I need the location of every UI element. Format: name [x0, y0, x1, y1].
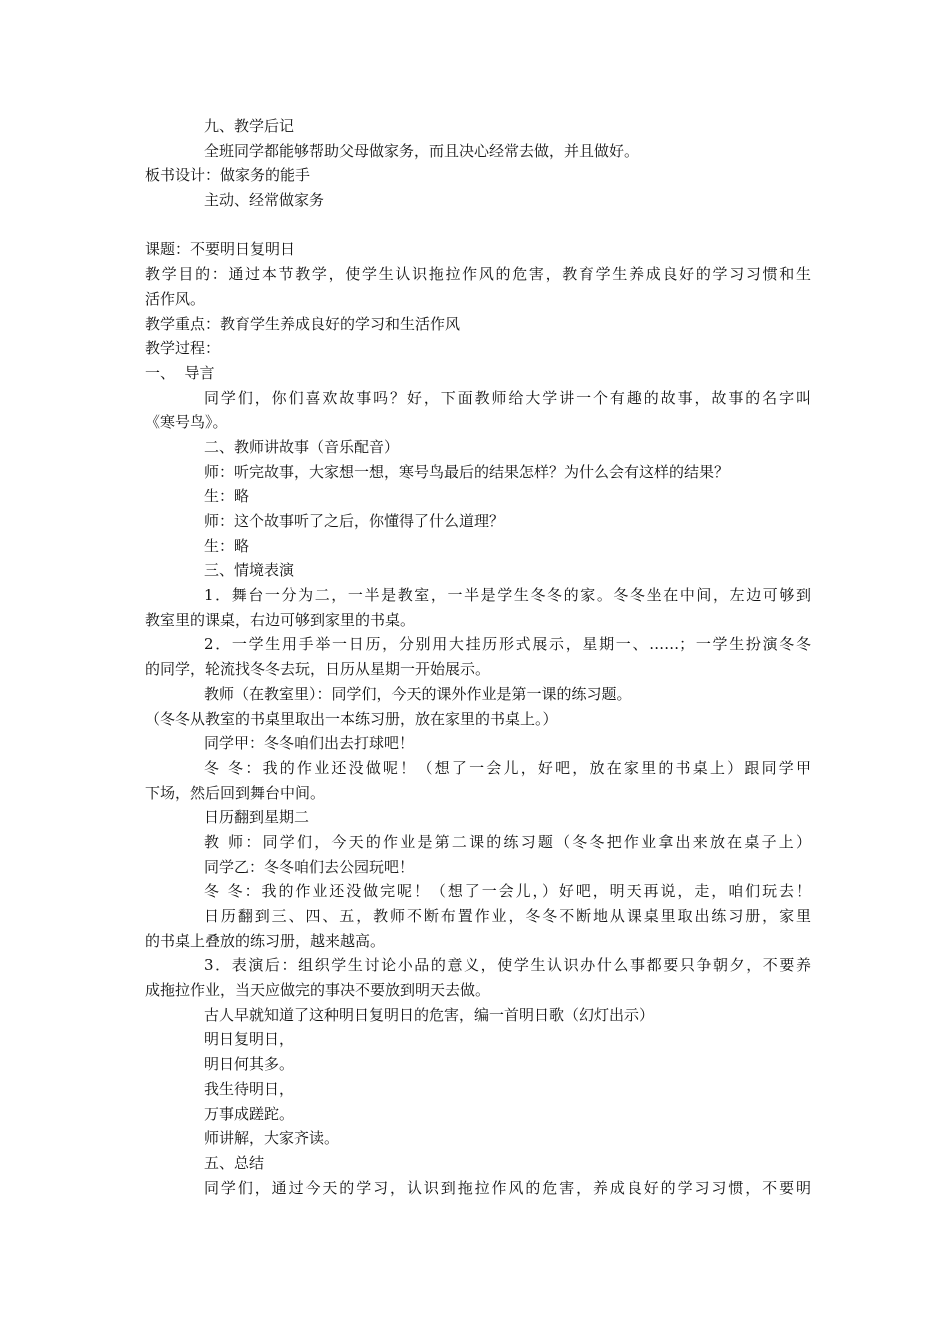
text-line: 板书设计：做家务的能手 [145, 166, 311, 185]
text-line: 师：听完故事，大家想一想，寒号鸟最后的结果怎样？为什么会有这样的结果？ [204, 462, 730, 481]
text-line: （冬冬从教室的书桌里取出一本练习册，放在家里的书桌上。） [145, 709, 558, 728]
text-line: 成拖拉作业，当天应做完的事决不要放到明天去做。 [145, 981, 491, 1000]
text-line: 教师（在教室里）：同学们，今天的课外作业是第一课的练习题。 [204, 684, 632, 703]
text-line: 同学乙：冬冬咱们去公园玩吧！ [204, 857, 415, 876]
text-line: 师讲解，大家齐读。 [204, 1129, 340, 1148]
text-line: 生：略 [204, 536, 250, 555]
document-body [145, 114, 811, 1200]
text-line: 同学甲：冬冬咱们出去打球吧！ [204, 734, 415, 753]
text-line: 教学重点：教育学生养成良好的学习和生活作风 [145, 314, 461, 333]
text-line: 九、教学后记 [204, 117, 295, 135]
text-line: 明日复明日， [204, 1030, 295, 1049]
text-line: 下场，然后回到舞台中间。 [145, 783, 326, 802]
document-page [145, 114, 811, 1200]
text-line: 同学们，通过今天的学习，认识到拖拉作风的危害，养成良好的学习习惯，不要明 [204, 1178, 811, 1197]
text-line: 师：这个故事听了之后，你懂得了什么道理？ [204, 512, 505, 530]
text-line: 的书桌上叠放的练习册，越来越高。 [145, 931, 386, 950]
text-line: 冬 冬：我的作业还没做呢！（想了一会儿，好吧，放在家里的书桌上）跟同学甲 [204, 758, 811, 777]
text-line: 古人早就知道了这种明日复明日的危害，编一首明日歌（幻灯出示） [204, 1005, 655, 1024]
text-line: 生：略 [204, 487, 250, 506]
text-line: 教室里的课桌，右边可够到家里的书桌。 [145, 610, 416, 629]
text-line: 1．舞台一分为二，一半是教室，一半是学生冬冬的家。冬冬坐在中间，左边可够到 [204, 586, 811, 605]
text-line: 冬 冬：我的作业还没做完呢！（想了一会儿，）好吧，明天再说，走，咱们玩去！ [204, 882, 811, 901]
text-line: 活作风。 [145, 289, 206, 308]
text-line: 教学目的：通过本节教学，使学生认识拖拉作风的危害，教育学生养成良好的学习习惯和生 [145, 265, 811, 284]
text-line: 日历翻到星期二 [204, 808, 310, 827]
text-line: 日历翻到三、四、五，教师不断布置作业，冬冬不断地从课桌里取出练习册，家里 [204, 907, 811, 925]
text-line: 明日何其多。 [204, 1055, 295, 1074]
text-line: 三、情境表演 [204, 561, 295, 580]
text-line: 教 师：同学们，今天的作业是第二课的练习题（冬冬把作业拿出来放在桌子上） [204, 832, 811, 851]
text-line: 课题：不要明日复明日 [145, 240, 296, 259]
text-line: 3．表演后：组织学生讨论小品的意义，使学生认识办什么事都要只争朝夕，不要养 [204, 956, 811, 975]
text-line: 我生待明日， [204, 1079, 295, 1098]
blank-line [145, 213, 811, 238]
text-line: 二、教师讲故事（音乐配音） [204, 437, 400, 456]
text-line: 全班同学都能够帮助父母做家务，而且决心经常去做，并且做好。 [204, 141, 640, 160]
text-line: 《寒号鸟》。 [145, 413, 228, 432]
text-line: 同学们，你们喜欢故事吗？好，下面教师给大学讲一个有趣的故事，故事的名字叫 [204, 388, 811, 407]
text-line: 五、总结 [204, 1153, 265, 1172]
text-line: 主动、经常做家务 [204, 191, 325, 210]
text-line: 万事成蹉跎。 [204, 1104, 295, 1123]
text-line: 2．一学生用手举一日历，分别用大挂历形式展示，星期一、……；一学生扮演冬冬 [204, 635, 811, 654]
text-line: 一、 导言 [145, 363, 215, 382]
text-line: 教学过程： [145, 339, 221, 358]
text-line: 的同学，轮流找冬冬去玩，日历从星期一开始展示。 [145, 660, 491, 679]
